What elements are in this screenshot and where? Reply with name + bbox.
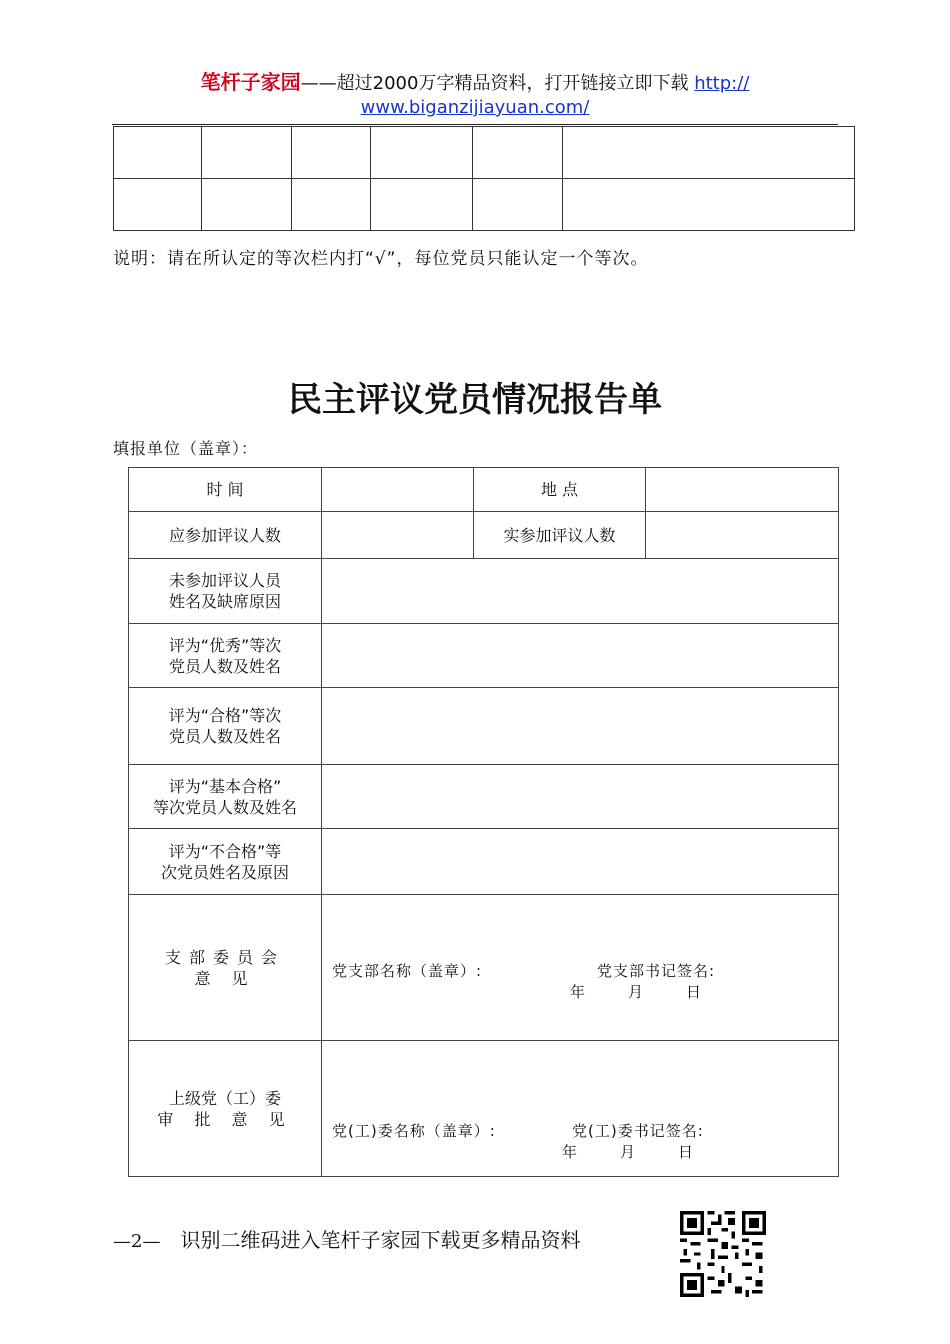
upper-name-label: 党(工)委名称（盖章）: bbox=[332, 1122, 496, 1140]
day-label: 日 bbox=[678, 1143, 694, 1161]
should-attend-field[interactable] bbox=[322, 512, 474, 559]
absent-label-line1: 未参加评议人员 bbox=[168, 571, 281, 590]
report-form bbox=[128, 467, 839, 1177]
upper-committee-label bbox=[129, 1041, 322, 1177]
branch-secretary-label: 党支部书记签名: bbox=[597, 962, 716, 980]
table-row bbox=[129, 559, 839, 624]
table-row bbox=[129, 1041, 839, 1177]
document-header bbox=[100, 70, 850, 120]
branch-committee-label bbox=[129, 895, 322, 1041]
place-label: 地 点 bbox=[474, 468, 646, 512]
table-row bbox=[129, 512, 839, 559]
place-field[interactable] bbox=[646, 468, 839, 512]
branch-opinion-field[interactable] bbox=[322, 895, 839, 1041]
table-row bbox=[129, 688, 839, 765]
unqualified-label bbox=[129, 829, 322, 895]
qualified-label bbox=[129, 688, 322, 765]
brand-name: 笔杆子家园 bbox=[200, 70, 301, 94]
header-divider bbox=[112, 124, 838, 125]
previous-table-fragment bbox=[113, 126, 855, 231]
basic-label-line1: 评为“基本合格” bbox=[168, 776, 282, 796]
header-link-part2[interactable]: www.biganzijiayuan.com/ bbox=[360, 97, 590, 118]
footer bbox=[113, 1224, 580, 1253]
upper-label-line1: 上级党（工）委 bbox=[168, 1088, 281, 1108]
time-label: 时 间 bbox=[129, 468, 322, 512]
table-row bbox=[129, 624, 839, 688]
qr-code-icon[interactable] bbox=[680, 1211, 766, 1297]
year-label: 年 bbox=[562, 1143, 578, 1161]
excellent-label-line2: 党员人数及姓名 bbox=[168, 656, 281, 676]
branch-label-line1: 支部委员会 bbox=[164, 947, 285, 967]
year-label: 年 bbox=[570, 983, 586, 1001]
table-row bbox=[129, 765, 839, 829]
footer-text: 识别二维码进入笔杆子家园下载更多精品资料 bbox=[180, 1228, 581, 1252]
branch-label-line2: 意 见 bbox=[194, 968, 256, 988]
absent-label-line2: 姓名及缺席原因 bbox=[168, 592, 281, 611]
upper-opinion-field[interactable] bbox=[322, 1041, 839, 1177]
branch-name-label: 党支部名称（盖章）: bbox=[332, 962, 483, 980]
month-label: 月 bbox=[628, 983, 644, 1001]
upper-label-line2: 审 批 意 见 bbox=[157, 1109, 293, 1129]
upper-date bbox=[562, 1142, 736, 1163]
excellent-field[interactable] bbox=[322, 624, 839, 688]
absent-label bbox=[129, 559, 322, 624]
table-row bbox=[129, 895, 839, 1041]
month-label: 月 bbox=[620, 1143, 636, 1161]
upper-secretary-label: 党(工)委书记签名: bbox=[572, 1122, 704, 1140]
actual-attend-field[interactable] bbox=[646, 512, 839, 559]
instruction-note: 说明：请在所认定的等次栏内打“√”，每位党员只能认定一个等次。 bbox=[113, 249, 649, 269]
header-text: ——超过2000万字精品资料，打开链接立即下载 bbox=[300, 73, 689, 94]
qualified-label-line1: 评为“合格”等次 bbox=[168, 706, 282, 725]
branch-date bbox=[570, 982, 744, 1003]
excellent-label bbox=[129, 624, 322, 688]
time-field[interactable] bbox=[322, 468, 474, 512]
day-label: 日 bbox=[686, 983, 702, 1001]
header-link-part1[interactable]: http:// bbox=[694, 73, 750, 94]
basic-qualified-field[interactable] bbox=[322, 765, 839, 829]
should-attend-label: 应参加评议人数 bbox=[129, 512, 322, 559]
actual-attend-label: 实参加评议人数 bbox=[474, 512, 646, 559]
table-row bbox=[114, 179, 855, 231]
table-row bbox=[129, 468, 839, 512]
unqualified-label-line2: 次党员姓名及原因 bbox=[160, 862, 289, 882]
page-title: 民主评议党员情况报告单 bbox=[288, 380, 662, 420]
absent-field[interactable] bbox=[322, 559, 839, 624]
basic-label-line2: 等次党员人数及姓名 bbox=[152, 797, 297, 817]
table-row bbox=[129, 829, 839, 895]
unqualified-label-line1: 评为“不合格”等 bbox=[168, 841, 282, 861]
page-number: —2— bbox=[113, 1231, 161, 1252]
unqualified-field[interactable] bbox=[322, 829, 839, 895]
table-row bbox=[114, 127, 855, 179]
unit-label: 填报单位（盖章）： bbox=[113, 439, 259, 458]
excellent-label-line1: 评为“优秀”等次 bbox=[168, 635, 282, 655]
qualified-label-line2: 党员人数及姓名 bbox=[168, 727, 281, 746]
qualified-field[interactable] bbox=[322, 688, 839, 765]
basic-qualified-label bbox=[129, 765, 322, 829]
